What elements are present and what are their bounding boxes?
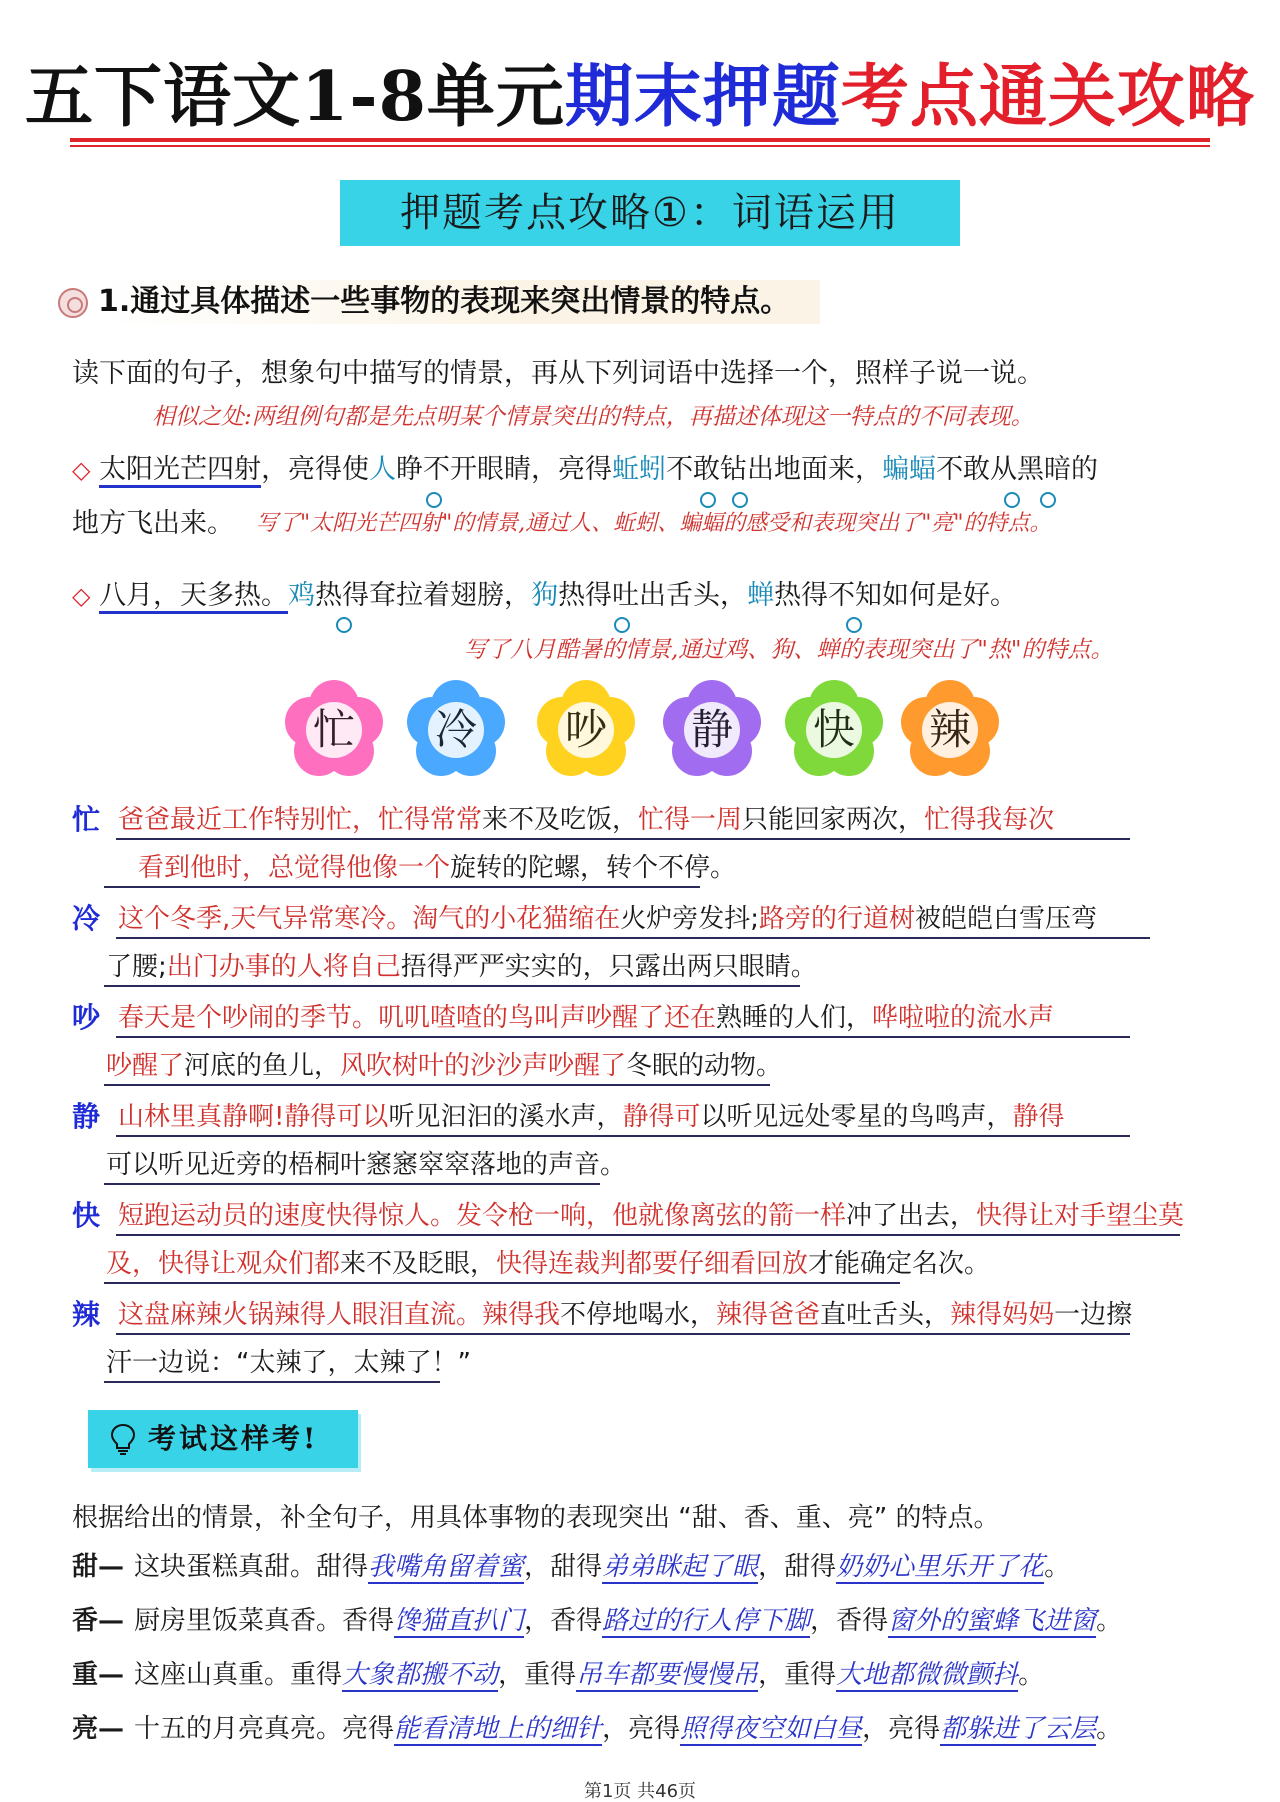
example-1-keyword: 蝙蝠 <box>882 454 937 485</box>
flower-char: 静 <box>684 702 740 758</box>
example-1-lead: 太阳光芒四射 <box>99 454 261 488</box>
exam-answer: 照得夜空如白昼 <box>680 1714 863 1744</box>
exam-text: ，香得 <box>524 1606 603 1636</box>
example-忙-line2 <box>138 848 736 888</box>
subtitle-banner: 押题考点攻略①：词语运用 <box>340 180 960 246</box>
example-segment: 一边擦 <box>1054 1300 1133 1330</box>
example-segment: 捂得严严实实的，只露出两只眼睛。 <box>400 952 817 982</box>
exam-text: 甜— <box>72 1552 125 1582</box>
flower-char: 辣 <box>922 702 978 758</box>
example-1-text: 不敢钻出地面来， <box>666 454 883 485</box>
exam-text: 甜得 <box>316 1552 369 1582</box>
exam-text: 亮得 <box>342 1714 395 1744</box>
example-segment: 这个冬季,天气异常寒冷。淘气的小花猫缩在 <box>118 904 621 934</box>
marker-circle-icon <box>426 492 442 508</box>
exam-text: 厨房里饭菜真香。 <box>134 1606 343 1636</box>
example-label: 快 <box>72 1199 101 1232</box>
example-segment: 爸爸最近工作特别忙，忙得常常 <box>118 805 483 835</box>
example-underline <box>104 1282 900 1284</box>
exam-item <box>72 1654 1044 1696</box>
title-part-3: 考点通关攻略 <box>840 57 1255 137</box>
example-segment: 路旁的行道树 <box>759 904 916 934</box>
example-underline <box>116 1036 1130 1038</box>
page-title <box>0 52 1280 142</box>
diamond-icon: ◇ <box>72 456 91 484</box>
example-2-text: 热得不知如何是好。 <box>774 580 1018 611</box>
example-segment: 哗啦啦的流水声 <box>872 1003 1055 1033</box>
example-2-keyword: 狗 <box>531 580 559 611</box>
example-segment: 了腰; <box>106 952 167 982</box>
flower-badge <box>900 680 1000 780</box>
exam-text: 这座山真重。 <box>134 1660 291 1690</box>
example-冷-line2 <box>106 947 817 987</box>
exam-answer: 路过的行人停下脚 <box>602 1606 811 1636</box>
example-underline <box>116 1333 1130 1335</box>
exam-text: ，亮得 <box>602 1714 681 1744</box>
example-segment: 静得 <box>1012 1102 1065 1132</box>
exam-text: 重得 <box>290 1660 343 1690</box>
example-静-line2 <box>106 1145 626 1185</box>
title-part-1: 五下语文1-8单元 <box>25 57 565 137</box>
flower-char: 吵 <box>558 702 614 758</box>
annotation-note: 相似之处:两组例句都是先点明某个情景突出的特点，再描述体现这一特点的不同表现。 <box>152 404 1034 430</box>
example-segment: 辣得爸爸 <box>716 1300 821 1330</box>
exam-item <box>72 1708 1122 1750</box>
flower-char: 冷 <box>428 702 484 758</box>
example-2-text: 热得耷拉着翅膀， <box>315 580 532 611</box>
marker-circle-icon <box>336 617 352 633</box>
exam-item <box>72 1600 1122 1642</box>
example-2-keyword: 蝉 <box>747 580 775 611</box>
exam-text: ，亮得 <box>862 1714 941 1744</box>
example-1-text: 睁不开眼睛，亮得 <box>396 454 613 485</box>
example-label: 冷 <box>72 902 101 935</box>
example-segment: 听见汩汩的溪水声， <box>388 1102 623 1132</box>
example-2-line <box>72 576 1017 616</box>
flower-badge <box>536 680 636 780</box>
example-segment: 才能确定名次。 <box>808 1249 991 1279</box>
example-segment: 熟睡的人们， <box>716 1003 873 1033</box>
example-segment: 忙得我每次 <box>924 805 1055 835</box>
example-1-note: 写了"太阳光芒四射"的情景,通过人、蚯蚓、蝙蝠的感受和表现突出了"亮"的特点。 <box>256 511 1052 536</box>
exam-answer: 奶奶心里乐开了花 <box>836 1552 1045 1582</box>
flower-badge <box>406 680 506 780</box>
example-underline <box>104 1381 440 1383</box>
example-2-lead: 八月，天多热。 <box>99 580 288 614</box>
exam-instruction: 根据给出的情景，补全句子，用具体事物的表现突出 “甜、香、重、亮” 的特点。 <box>72 1503 1000 1533</box>
exam-answer: 大象都搬不动 <box>342 1660 499 1690</box>
flower-char: 快 <box>806 702 862 758</box>
example-静-line1 <box>118 1097 1065 1137</box>
exam-text: 重— <box>72 1660 125 1690</box>
exam-text: 香— <box>72 1606 125 1636</box>
exam-answer: 弟弟眯起了眼 <box>602 1552 759 1582</box>
example-辣-line1 <box>118 1295 1132 1335</box>
exam-text: 。 <box>1018 1660 1045 1690</box>
example-segment: 可以听见近旁的梧桐叶窸窸窣窣落地的声音。 <box>106 1150 627 1180</box>
example-segment: 风吹树叶的沙沙声吵醒了 <box>340 1051 627 1081</box>
example-segment: 不停地喝水， <box>560 1300 717 1330</box>
example-segment: 忙得一周 <box>638 805 743 835</box>
example-吵-line1 <box>118 998 1054 1038</box>
exam-text: ，重得 <box>758 1660 837 1690</box>
exam-text: 。 <box>1096 1714 1123 1744</box>
marker-circle-icon <box>614 617 630 633</box>
marker-circle-icon <box>846 617 862 633</box>
exam-answer: 馋猫直扒门 <box>394 1606 525 1636</box>
example-segment: 看到他时，总觉得他像一个 <box>138 853 451 883</box>
example-label: 吵 <box>72 1001 101 1034</box>
exam-answer: 窗外的蜜蜂飞进窗 <box>888 1606 1097 1636</box>
exam-answer: 大地都微微颤抖 <box>836 1660 1019 1690</box>
example-2-keyword: 鸡 <box>288 580 316 611</box>
marker-circle-icon <box>1040 492 1056 508</box>
example-label: 辣 <box>72 1298 101 1331</box>
example-冷-line1 <box>118 899 1097 939</box>
example-underline <box>104 1084 770 1086</box>
example-segment: 辣得妈妈 <box>950 1300 1055 1330</box>
flower-badge <box>662 680 762 780</box>
example-segment: 快得连裁判都要仔细看回放 <box>496 1249 809 1279</box>
title-underline <box>70 138 1210 142</box>
example-segment: 来不及吃饭， <box>482 805 639 835</box>
example-label: 忙 <box>72 803 101 836</box>
exam-text: ，重得 <box>498 1660 577 1690</box>
exam-text: 十五的月亮真亮。 <box>134 1714 343 1744</box>
example-1-line-2: 地方飞出来。 <box>72 508 234 539</box>
flower-badge <box>784 680 884 780</box>
example-segment: 以听见远处零星的鸟鸣声， <box>700 1102 1013 1132</box>
example-快-line1 <box>118 1196 1184 1236</box>
example-segment: 吵醒了 <box>106 1051 185 1081</box>
example-辣-line2 <box>106 1343 471 1383</box>
exam-item <box>72 1546 1070 1588</box>
instruction-text: 读下面的句子，想象句中描写的情景，再从下列词语中选择一个，照样子说一说。 <box>72 358 1044 389</box>
exam-answer: 能看清地上的细针 <box>394 1714 603 1744</box>
example-segment: 快得让对手望尘莫 <box>976 1201 1185 1231</box>
example-segment: 春天是个吵闹的季节。叽叽喳喳的鸟叫声吵醒了还在 <box>118 1003 717 1033</box>
exam-text: 香得 <box>342 1606 395 1636</box>
title-part-2: 期末押题 <box>564 57 841 137</box>
example-segment: 山林里真静啊!静得可以 <box>118 1102 389 1132</box>
exam-answer: 我嘴角留着蜜 <box>368 1552 525 1582</box>
example-忙-line1 <box>118 800 1054 840</box>
example-1-keyword: 人 <box>369 454 397 485</box>
marker-circle-icon <box>732 492 748 508</box>
example-1-text: 不敢从黑暗的 <box>936 454 1099 485</box>
example-segment: 旋转的陀螺，转个不停。 <box>450 853 737 883</box>
example-segment: 静得可 <box>622 1102 701 1132</box>
example-underline <box>104 886 700 888</box>
exam-text: ，甜得 <box>524 1552 603 1582</box>
exam-answer: 都躲进了云层 <box>940 1714 1097 1744</box>
example-segment: 这盘麻辣火锅辣得人眼泪直流。辣得我 <box>118 1300 561 1330</box>
flower-badge <box>284 680 384 780</box>
diamond-icon: ◇ <box>72 582 91 610</box>
example-快-line2 <box>106 1244 990 1284</box>
example-underline <box>116 1135 1130 1137</box>
flower-char: 忙 <box>306 702 362 758</box>
example-segment: 火炉旁发抖; <box>620 904 760 934</box>
example-segment: 冲了出去， <box>846 1201 977 1231</box>
example-1-text: ，亮得使 <box>261 454 370 485</box>
example-label: 静 <box>72 1100 101 1133</box>
section-heading: 1.通过具体描述一些事物的表现来突出情景的特点。 <box>98 280 820 324</box>
exam-answer: 吊车都要慢慢吊 <box>576 1660 759 1690</box>
example-segment: 河底的鱼儿， <box>184 1051 341 1081</box>
example-segment: 冬眠的动物。 <box>626 1051 783 1081</box>
marker-circle-icon <box>1004 492 1020 508</box>
exam-label: 考试这样考! <box>148 1422 319 1455</box>
example-segment: 汗一边说：“太辣了，太辣了！” <box>106 1348 471 1378</box>
example-2-note: 写了八月酷暑的情景,通过鸡、狗、蝉的表现突出了"热"的特点。 <box>464 637 1114 663</box>
example-1-line-1 <box>72 450 1098 490</box>
title-underline-thin <box>70 145 1210 147</box>
exam-text: ，香得 <box>810 1606 889 1636</box>
example-segment: 被皑皑白雪压弯 <box>915 904 1098 934</box>
example-underline <box>104 985 800 987</box>
example-1-keyword: 蚯蚓 <box>612 454 667 485</box>
example-segment: 直吐舌头， <box>820 1300 951 1330</box>
example-segment: 出门办事的人将自己 <box>166 952 401 982</box>
example-underline <box>116 838 1130 840</box>
page-footer: 第1页 共46页 <box>583 1781 697 1802</box>
exam-text: 亮— <box>72 1714 125 1744</box>
example-吵-line2 <box>106 1046 782 1086</box>
example-underline <box>116 1234 1180 1236</box>
exam-text: 。 <box>1096 1606 1123 1636</box>
exam-text: 这块蛋糕真甜。 <box>134 1552 317 1582</box>
example-segment: 只能回家两次， <box>742 805 925 835</box>
exam-text: 。 <box>1044 1552 1071 1582</box>
exam-text: ，甜得 <box>758 1552 837 1582</box>
example-underline <box>116 937 1150 939</box>
lightbulb-icon <box>108 1422 138 1456</box>
marker-circle-icon <box>700 492 716 508</box>
example-2-text: 热得吐出舌头， <box>558 580 748 611</box>
example-underline <box>104 1183 600 1185</box>
example-segment: 及，快得让观众们都 <box>106 1249 341 1279</box>
example-segment: 短跑运动员的速度快得惊人。发令枪一响，他就像离弦的箭一样 <box>118 1201 847 1231</box>
section-bullet-icon <box>58 288 88 318</box>
example-segment: 来不及眨眼， <box>340 1249 497 1279</box>
